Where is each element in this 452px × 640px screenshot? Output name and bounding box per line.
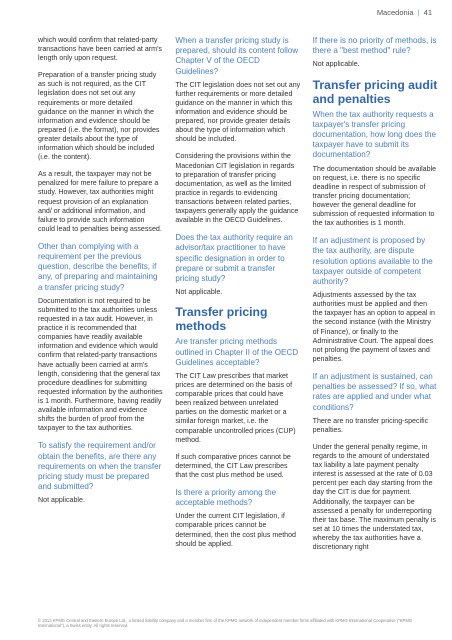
copyright-footer: © 2013 KPMG Central and Eastern Europe Ltd., a limited liability company and a member firm of the KPMG network of independent member firms affiliated with KPMG International Cooperative ("KPMG International"), a Swiss entity. All rights reserved. xyxy=(38,617,413,629)
body-paragraph: There are no transfer pricing-specific penalties. xyxy=(312,416,429,434)
body-paragraph: If such comparative prices cannot be determined, the CIT Law prescribes that the cost plus method be used. xyxy=(175,452,291,479)
body-paragraph: The CIT legislation does not set out any further requirements or more detailed guidance on the manner in which this information and evidence should be prepared, nor provide greater details about the type of information which should be included. xyxy=(175,80,301,144)
body-paragraph: Not applicable. xyxy=(312,60,360,69)
body-paragraph: Preparation of a transfer pricing study as such is not required, as the CIT legislation does not set out any requirements or more detailed guidance on the manner in which the information and evidence should be prepared (i.e. the format), nor provides greater details about the type of information which should be included (i.e. the content). xyxy=(38,71,160,162)
body-paragraph: Under the current CIT legislation, if comparable prices cannot be determined, then the cost plus method should be applied. xyxy=(175,512,296,548)
question-heading: If there is no priority of methods, is there a "best method" rule? xyxy=(312,36,437,56)
column-middle xyxy=(175,36,300,560)
header-separator: | xyxy=(417,8,420,17)
question-heading: Are transfer pricing methods outlined in Chapter II of the OECD Guidelines acceptable? xyxy=(175,337,299,367)
body-paragraph: The CIT Law prescribes that market prices are determined on the basis of comparable prices that could have been realized between unrelated parties on the domestic market or a similar foreign market, i.e. the comparable uncontrolled prices (CUP) method. xyxy=(175,371,296,444)
question-heading: Is there a priority among the acceptable methods? xyxy=(175,487,277,508)
body-paragraph: Adjustments assessed by the tax authorities must be applied and then the taxpayer has an option to appeal in the second instance (with the Ministry of Finance), or finally to the Administrative Court. The appeal does not prolong the payment of taxes and penalties. xyxy=(312,291,435,363)
header-section-title: Macedonia xyxy=(376,8,414,17)
body-paragraph: Not applicable. xyxy=(38,496,85,505)
question-heading: To satisfy the requirement and/or obtain the benefits, are there any requirements on when the transfer pricing study must be prepared and submitted? xyxy=(38,441,162,492)
body-paragraph: which would confirm that related-party transactions have been carried at arm's length only upon request. xyxy=(38,36,162,63)
section-heading: Transfer pricing methods xyxy=(175,305,268,334)
question-heading: Does the tax authority require an advisor/tax practitioner to have specific designation in order to prepare or submit a transfer pricing study? xyxy=(175,233,293,284)
question-heading: When a transfer pricing study is prepared, should its content follow Chapter V of the OECD Guidelines? xyxy=(175,36,299,76)
page-number: 41 xyxy=(423,8,432,17)
section-heading: Transfer pricing audit and penalties xyxy=(312,77,438,106)
question-heading: Other than complying with a requirement per the previous question, describe the benefits, if any, of preparing and maintaining a transfer pricing study? xyxy=(38,241,158,292)
body-paragraph: Documentation is not required to be submitted to the tax authorities unless requested in a tax audit. However, in practice it is recommended that companies have readily available information and evidence which would confirm that related-party transactions have actually been carried at arm's length, considering that the general tax procedure deadlines for submitting requested information by the authorities is 1 month. Furthermore, having readily available information and evidence shifts the burden of proof from the taxpayer to the tax authorities. xyxy=(38,296,163,433)
column-left xyxy=(38,36,163,560)
body-paragraph: As a result, the taxpayer may not be penalized for mere failure to prepare a study. However, tax authorities might request provision of an explanation and/ or additional information, and failure to provide such information could lead to penalties being assessed. xyxy=(38,170,162,233)
body-paragraph: Under the general penalty regime, in regards to the amount of understated tax liability a late payment penalty interest is assessed at the rate of 0.03 percent per each day starting from the day the CIT is due for payment. Additionally, the taxpayer can be assessed a penalty for underreporting their tax base. The maximum penalty is set at 10 times the understated tax, whereby the tax authorities have a discretionary right xyxy=(312,442,436,551)
content-columns xyxy=(38,36,438,560)
body-paragraph: Considering the provisions within the Macedonian CIT legislation in regards to preparation of transfer pricing documentation, as well as the limited practice in regards to evidencing transactions between related parties, taxpayers generally apply the guidance available in the OECD Guidelines. xyxy=(175,152,299,225)
body-paragraph: Not applicable. xyxy=(175,288,223,297)
page-header xyxy=(377,8,432,17)
question-heading: If an adjustment is proposed by the tax authority, are dispute resolution options available to the taxpayer outside of competent authority? xyxy=(312,236,433,286)
column-right xyxy=(313,36,438,560)
body-paragraph: The documentation should be available on request, i.e. there is no specific deadline in respect of submission of transfer pricing documentation; however the general deadline for submission of requested information to the tax authorities is 1 month. xyxy=(312,164,437,228)
question-heading: When the tax authority requests a taxpayer's transfer pricing documentation, how long does the taxpayer have to submit its documentation? xyxy=(312,109,436,160)
question-heading: If an adjustment is sustained, can penalties be assessed? If so, what rates are applied and under what conditions? xyxy=(312,371,437,412)
